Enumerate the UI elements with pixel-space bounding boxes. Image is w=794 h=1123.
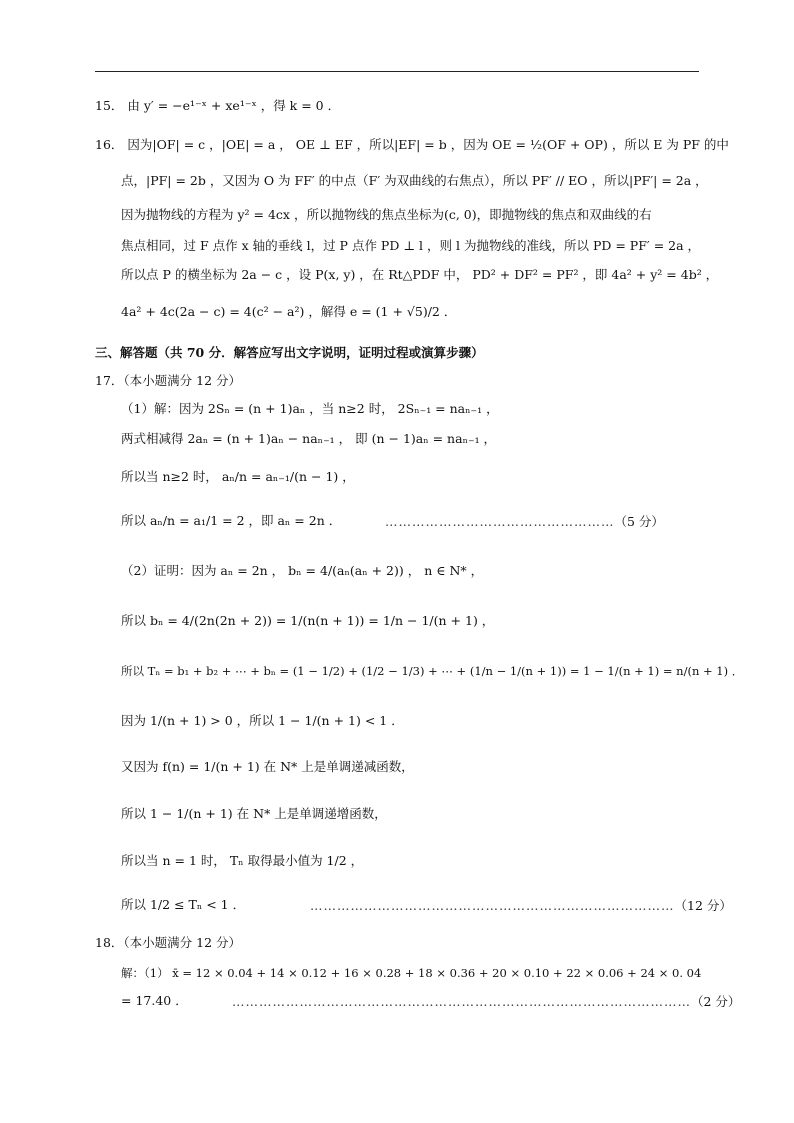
q16-line-1 — [95, 136, 729, 154]
q17-text-6: 所以 bₙ = 4/(2n(2n + 2)) = 1/(n(n + 1)) = 1/n − 1/(n + 1) ， — [121, 613, 495, 628]
q17-line-5 — [121, 562, 483, 580]
q17-text-11: 所以当 n = 1 时， Tₙ 取得最小值为 1/2 ， — [121, 853, 364, 868]
q17-text-1: （1）解：因为 2Sₙ = (n + 1)aₙ ，当 n≥2 时， 2Sₙ₋₁ = naₙ₋₁ ， — [121, 401, 499, 416]
q17-line-3 — [121, 468, 355, 486]
score-label: （12 分） — [674, 898, 732, 913]
q17-line-6 — [121, 612, 494, 630]
q17-score-2: ………………………………………………………………………（12 分） — [310, 898, 732, 913]
q16-line-4 — [121, 237, 700, 255]
q18-header — [95, 934, 241, 952]
q17-text-3: 所以当 n≥2 时， aₙ/n = aₙ₋₁/(n − 1) ， — [121, 469, 355, 484]
q16-line-3 — [121, 206, 652, 224]
leader-dots: …………………………………………… — [385, 514, 615, 529]
q17-line-7 — [121, 662, 743, 680]
q17-line-8 — [121, 712, 404, 730]
q16-line-5 — [121, 266, 718, 284]
q16-text-4: 焦点相同，过 F 点作 x 轴的垂线 l，过 P 点作 PD ⊥ l ，则 l 为抛物线的准线，所以 PD = PF′ = 2a ， — [121, 238, 701, 253]
q17-text-4: 所以 aₙ/n = a₁/1 = 2 ，即 aₙ = 2n ． — [121, 513, 342, 528]
q17-text-7: 所以 Tₙ = b₁ + b₂ + ⋯ + bₙ = (1 − 1/2) + (1/2 − 1/3) + ⋯ + (1/n − 1/(n + 1)) = 1 − 1/(n + 1) = n/(n + 1) ． — [121, 664, 744, 678]
q16-line-2 — [121, 172, 708, 190]
q16-text-2: 点，|PF| = 2b ，又因为 O 为 FF′ 的中点（F′ 为双曲线的右焦点），所以 PF′ // EO ，所以|PF′| = 2a ， — [121, 173, 708, 188]
q17-text-2: 两式相减得 2aₙ = (n + 1)aₙ − naₙ₋₁ ， 即 (n − 1)aₙ = naₙ₋₁ ， — [121, 431, 497, 446]
q17-text-8: 因为 1/(n + 1) > 0 ，所以 1 − 1/(n + 1) < 1 ． — [121, 713, 404, 728]
q17-line-11 — [121, 852, 363, 870]
q17-line-2 — [121, 430, 496, 448]
q18-line-1 — [121, 964, 701, 982]
q17-header — [95, 372, 241, 390]
q17-line-4 — [121, 512, 341, 530]
q18-line-2 — [121, 992, 188, 1010]
q18-score: …………………………………………………………………………………………（2 分） — [232, 994, 741, 1009]
q17-score-1 — [385, 512, 664, 530]
q17-line-9 — [121, 758, 414, 776]
q16-text-3: 因为抛物线的方程为 y² = 4cx ，所以抛物线的焦点坐标为(c, 0)，即抛物线的焦点和双曲线的右 — [121, 207, 652, 222]
q18-header-text: 18．（本小题满分 12 分） — [95, 935, 242, 950]
q17-line-1 — [121, 400, 499, 418]
q16-text-1: 因为|OF| = c ，|OE| = a ， OE ⊥ EF ，所以|EF| = b ，因为 OE = ½(OF + OP) ，所以 E 为 PF 的中 — [127, 137, 729, 152]
q17-header-text: 17．（本小题满分 12 分） — [95, 373, 242, 388]
q16-text-5: 所以点 P 的横坐标为 2a − c ，设 P(x, y) ，在 Rt△PDF 中， PD² + DF² = PF² ，即 4a² + y² = 4b² ， — [121, 267, 719, 282]
section-title — [95, 344, 484, 362]
q15-line — [95, 97, 340, 115]
score-label: （5 分） — [614, 514, 664, 529]
q15-text: 由 y′ = −e¹⁻ˣ + xe¹⁻ˣ ，得 k = 0 ． — [127, 98, 341, 113]
q16-line-6 — [121, 303, 456, 321]
q16-text-6: 4a² + 4c(2a − c) = 4(c² − a²) ，解得 e = (1 + √5)/2 ． — [121, 304, 457, 319]
q18-text-1: 解：（1） x̄ = 12 × 0.04 + 14 × 0.12 + 16 × 0.28 + 18 × 0.36 + 20 × 0.10 + 22 × 0.06 + 24 × 0. 04 — [121, 966, 702, 980]
q17-text-5: （2）证明：因为 aₙ = 2n ， bₙ = 4/(aₙ(aₙ + 2)) ， n ∈ N* ， — [121, 563, 484, 578]
q15-number: 15． — [95, 98, 124, 113]
leader-dots: …………………………………………… — [310, 898, 540, 913]
q17-text-9: 又因为 f(n) = 1/(n + 1) 在 N* 上是单调递减函数， — [121, 759, 414, 774]
q16-number: 16． — [95, 137, 124, 152]
leader-dots: …………………………………………… — [232, 994, 462, 1009]
q18-text-2: = 17.40 ． — [121, 993, 188, 1008]
q17-line-10 — [121, 805, 387, 823]
q17-text-10: 所以 1 − 1/(n + 1) 在 N* 上是单调递增函数， — [121, 806, 387, 821]
score-label: （2 分） — [691, 994, 741, 1009]
q17-text-12: 所以 1/2 ≤ Tₙ < 1 ． — [121, 897, 246, 912]
section-title-text: 三、解答题（共 70 分．解答应写出文字说明，证明过程或演算步骤） — [95, 345, 484, 360]
header-rule — [95, 71, 699, 72]
q17-line-12 — [121, 896, 245, 914]
